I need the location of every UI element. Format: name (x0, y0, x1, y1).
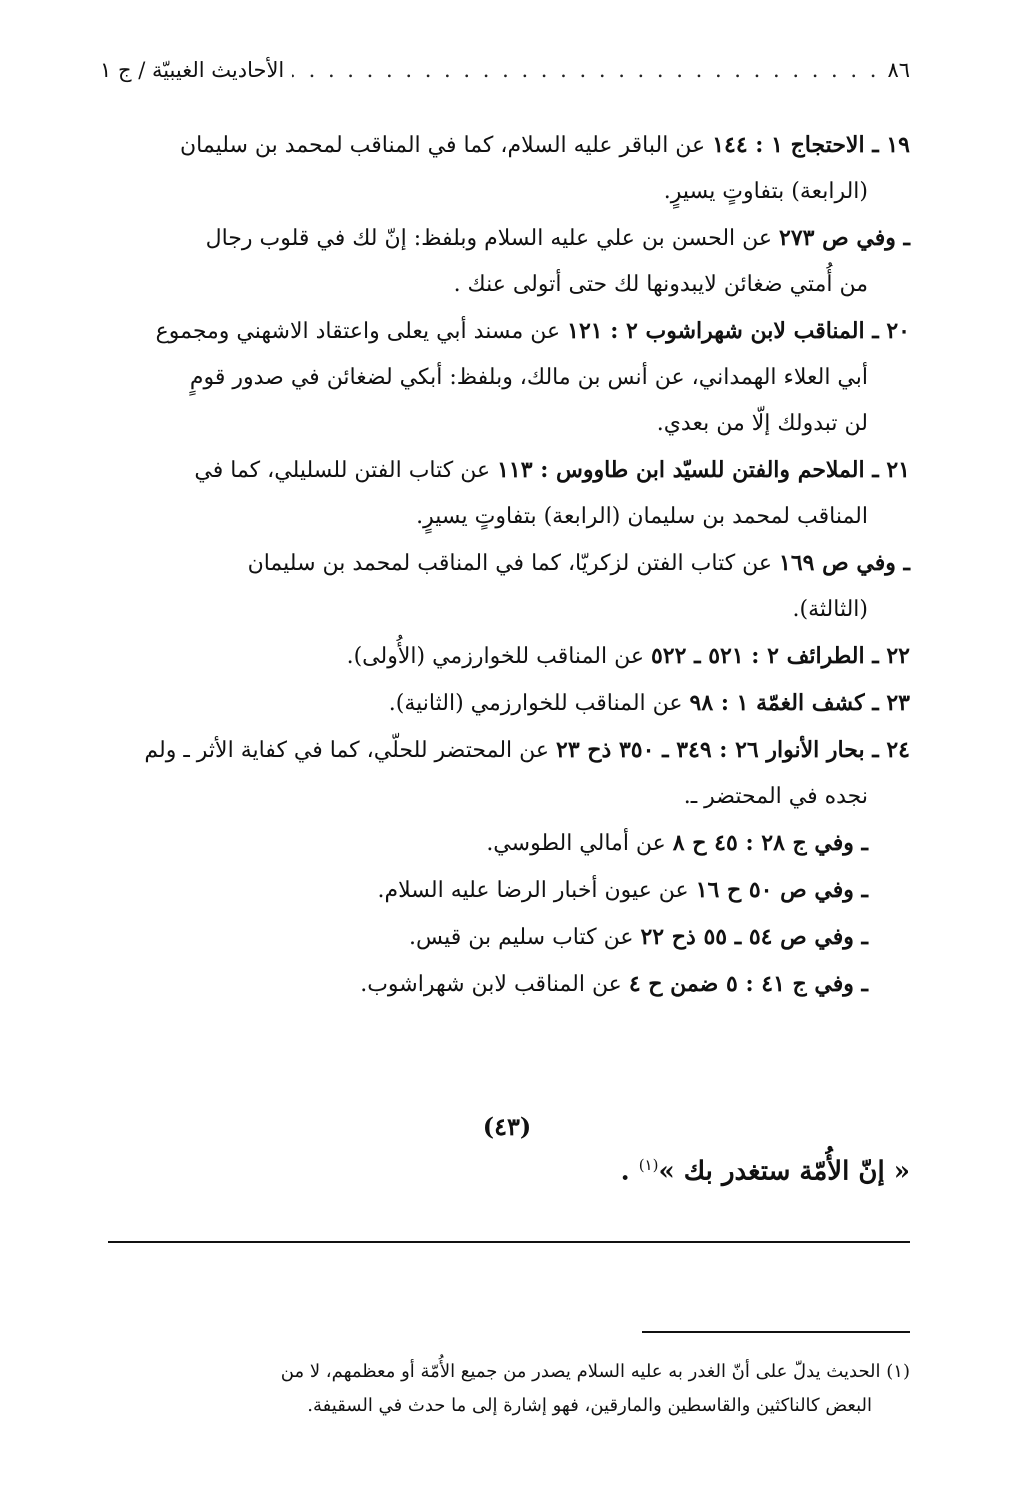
reference-entry-19b (100, 215, 910, 308)
reference-source: ٢٤ ـ بحار الأنوار ٢٦ : ٣٤٩ ـ ٣٥٠ ذح ٢٣ (556, 737, 910, 763)
reference-source: ـ وفي ص ٢٧٣ (779, 225, 910, 251)
reference-text: عن كتاب الفتن للسليلي، كما في (194, 458, 498, 483)
reference-source: ـ وفي ص ٥٤ ـ ٥٥ ذح ٢٢ (640, 924, 868, 950)
reference-continuation: (الثالثة). (792, 597, 868, 622)
reference-text: عن كتاب سليم بن قيس. (409, 925, 641, 950)
reference-source: ٢٢ ـ الطرائف ٢ : ٥٢١ ـ ٥٢٢ (650, 643, 910, 669)
reference-text: عن كتاب الفتن لزكريّا، كما في المناقب لمحمد بن سليمان (247, 551, 780, 576)
reference-entry-24b (100, 820, 910, 867)
reference-source: ـ وفي ص ١٦٩ (779, 550, 910, 576)
reference-entry-24d (100, 914, 910, 961)
footnote-line-2: البعض كالناكثين والقاسطين والمارقين، فهو إشارة إلى ما حدث في السقيفة. (307, 1395, 872, 1416)
reference-text: عن المناقب لابن شهراشوب. (360, 972, 629, 997)
reference-entry-20 (100, 308, 910, 447)
footnote-line-1: (١) الحديث يدلّ على أنّ الغدر به عليه السلام يصدر من جميع الأُمّة أو معظمهم، لا من (280, 1361, 910, 1382)
reference-continuation: المناقب لمحمد بن سليمان (الرابعة) بتفاوتٍ يسيرٍ. (416, 504, 868, 529)
reference-source: ـ وفي ص ٥٠ ح ١٦ (695, 877, 868, 903)
hadith-text (100, 1156, 910, 1187)
reference-continuation: لن تبدولك إلّا من بعدي. (656, 411, 868, 436)
reference-text: عن أمالي الطوسي. (486, 831, 673, 856)
reference-source: ـ وفي ج ٤١ : ٥ ضمن ح ٤ (628, 971, 868, 997)
reference-continuation: (الرابعة) بتفاوتٍ يسيرٍ. (663, 179, 868, 204)
reference-source: ٢١ ـ الملاحم والفتن للسيّد ابن طاووس : ١١٣ (497, 457, 910, 483)
reference-continuation: من أُمتي ضغائن لايبدونها لك حتى أتولى عنك . (453, 272, 868, 297)
reference-entry-24e (100, 961, 910, 1008)
running-title: الأحاديث الغيبيّة / ج ١ (100, 58, 285, 82)
footnote (106, 1355, 910, 1423)
section-divider (108, 1241, 910, 1243)
reference-source: ٢٠ ـ المناقب لابن شهراشوب ٢ : ١٢١ (567, 318, 910, 344)
reference-text: عن الباقر عليه السلام، كما في المناقب لمحمد بن سليمان (179, 133, 713, 158)
leader-dots (292, 58, 879, 82)
hadith-end: . (620, 1156, 639, 1187)
reference-text: عن المناقب للخوارزمي (الأُولى). (346, 644, 651, 669)
reference-text: عن عيون أخبار الرضا عليه السلام. (377, 878, 696, 903)
reference-entry-19 (100, 122, 910, 215)
hadith-quote: « إنّ الأُمّة ستغدر بك » (658, 1156, 910, 1187)
reference-continuation: نجده في المحتضر ـ. (683, 784, 868, 809)
reference-entry-21 (100, 447, 910, 540)
footnote-reference: (١) (638, 1156, 659, 1174)
reference-entry-22 (100, 633, 910, 680)
reference-entry-23 (100, 680, 910, 727)
hadith-number: (٤٣) (482, 1112, 532, 1141)
reference-entry-24 (100, 727, 910, 820)
reference-entry-21b (100, 540, 910, 633)
references-list (100, 122, 910, 1008)
reference-continuation: أبي العلاء الهمداني، عن أنس بن مالك، وبلفظ: أبكي لضغائن في صدور قومٍ (189, 365, 868, 390)
footnote-divider (642, 1331, 910, 1333)
page-number: ٨٦ (887, 58, 910, 82)
reference-text: عن المحتضر للحلّي، كما في كفاية الأثر ـ ولم (144, 738, 556, 763)
reference-source: ـ وفي ج ٢٨ : ٤٥ ح ٨ (672, 830, 868, 856)
reference-source: ٢٣ ـ كشف الغمّة ١ : ٩٨ (689, 690, 910, 716)
reference-text: عن مسند أبي يعلى واعتقاد الاشهني ومجموع (155, 319, 568, 344)
reference-text: عن الحسن بن علي عليه السلام وبلفظ: إنّ لك في قلوب رجال (205, 226, 780, 251)
reference-entry-24c (100, 867, 910, 914)
reference-text: عن المناقب للخوارزمي (الثانية). (388, 691, 690, 716)
running-header (100, 52, 910, 88)
reference-source: ١٩ ـ الاحتجاج ١ : ١٤٤ (712, 132, 910, 158)
